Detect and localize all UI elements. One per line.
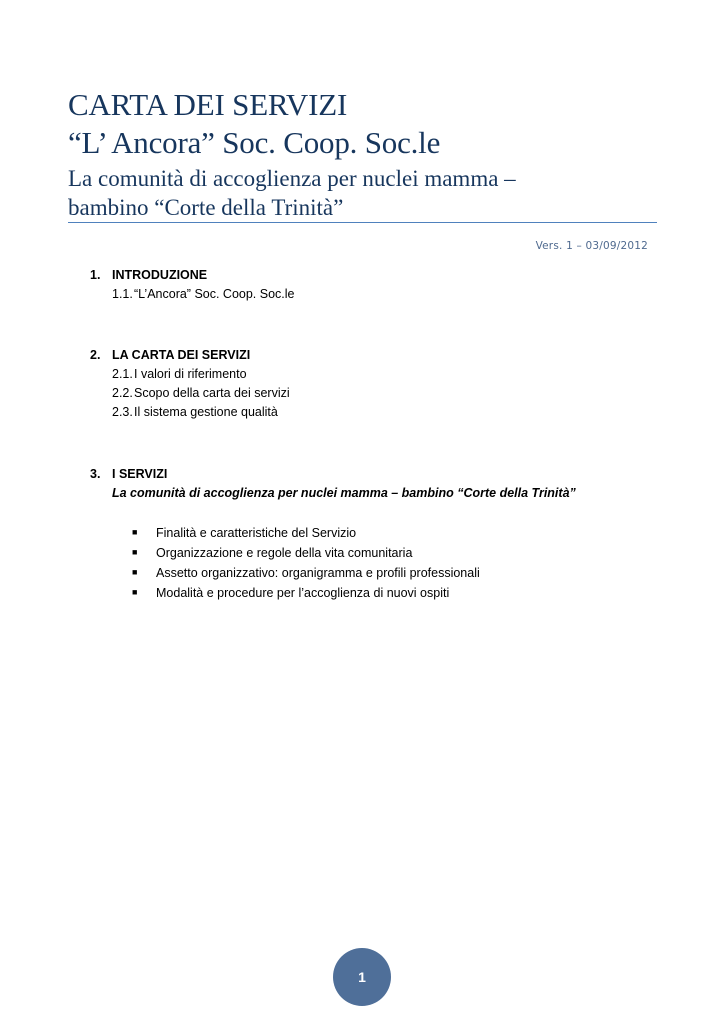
- page-number-badge: 1: [333, 948, 391, 1006]
- item-label: “L’Ancora” Soc. Coop. Soc.le: [134, 287, 295, 301]
- item-label: Il sistema gestione qualità: [134, 405, 278, 419]
- title-line-1: CARTA DEI SERVIZI: [68, 87, 348, 122]
- section-subtitle: La comunità di accoglienza per nuclei mamma – bambino “Corte della Trinità”: [112, 486, 576, 500]
- title-line-2: “L’ Ancora” Soc. Coop. Soc.le: [68, 125, 441, 160]
- item-label: Scopo della carta dei servizi: [134, 386, 290, 400]
- list-item: ■ Organizzazione e regole della vita comunitaria: [132, 543, 576, 563]
- section-number: 1.: [90, 268, 101, 282]
- section-number: 3.: [90, 467, 101, 481]
- toc-section-1: [90, 266, 295, 304]
- square-bullet-icon: ■: [132, 587, 138, 597]
- toc-item: [90, 403, 290, 422]
- list-item: ■ Finalità e caratteristiche del Servizio: [132, 523, 576, 543]
- title-divider: [68, 222, 657, 223]
- toc-section-2: [90, 346, 290, 422]
- version-label: Vers. 1 – 03/09/2012: [535, 240, 648, 252]
- toc-section-3: [90, 465, 576, 603]
- square-bullet-icon: ■: [132, 547, 138, 557]
- item-label: I valori di riferimento: [134, 367, 247, 381]
- toc-item: [90, 384, 290, 403]
- list-item: ■ Modalità e procedure per l’accoglienza di nuovi ospiti: [132, 583, 576, 603]
- toc-item: [90, 365, 290, 384]
- item-number: 2.1.: [112, 367, 133, 381]
- item-number: 1.1.: [112, 287, 133, 301]
- subtitle-line-2: bambino “Corte della Trinità”: [68, 195, 344, 220]
- bullet-list: [90, 523, 576, 603]
- section-title: LA CARTA DEI SERVIZI: [112, 348, 251, 362]
- square-bullet-icon: ■: [132, 527, 138, 537]
- item-number: 2.2.: [112, 386, 133, 400]
- section-title: INTRODUZIONE: [112, 268, 208, 282]
- section-title: I SERVIZI: [112, 467, 168, 481]
- list-item: ■ Assetto organizzativo: organigramma e profili professionali: [132, 563, 576, 583]
- square-bullet-icon: ■: [132, 567, 138, 577]
- toc-item: [90, 285, 295, 304]
- item-number: 2.3.: [112, 405, 133, 419]
- document-title: [68, 86, 658, 222]
- section-number: 2.: [90, 348, 101, 362]
- subtitle-line-1: La comunità di accoglienza per nuclei mamma –: [68, 166, 516, 191]
